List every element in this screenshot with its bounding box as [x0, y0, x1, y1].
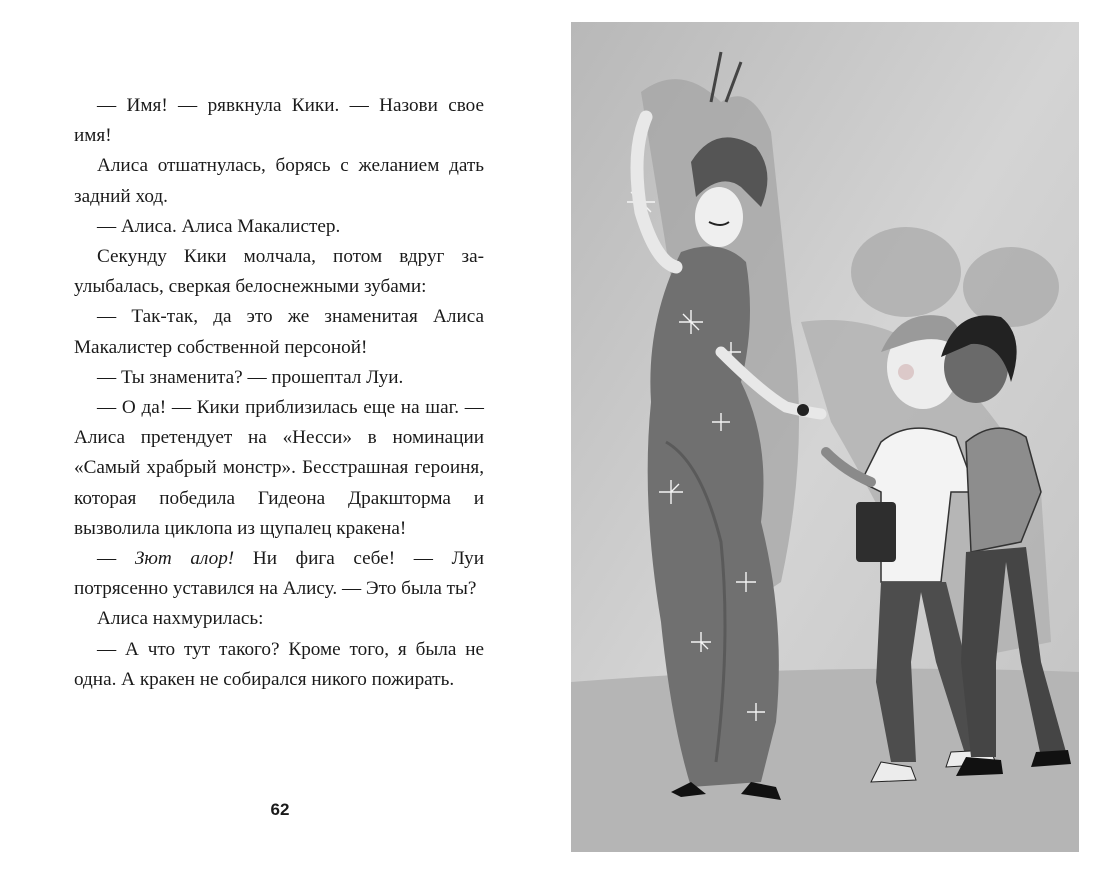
- paragraph: Алиса нахмурилась:: [97, 608, 264, 630]
- paragraph: — Ты знаменита? — прошептал Луи.: [97, 366, 404, 388]
- paragraph-part: —: [97, 548, 135, 570]
- paragraph-part: Ни фига себе! — Луи потрясенно уставился на Алису. — Это была ты?: [74, 548, 484, 600]
- paragraph: — Имя! — рявкнула Кики. — Назови свое имя!: [74, 95, 484, 147]
- paragraph-with-italic: [74, 544, 484, 604]
- paragraph: Секунду Кики молчала, потом вдруг заулыбалась, сверкая белоснежными зубами:: [74, 246, 484, 298]
- boy-shadow-head: [851, 227, 961, 317]
- woman-face: [695, 187, 743, 247]
- paragraph: — О да! — Кики приблизилась еще на шаг. — Алиса претендует на «Несси» в номинации «Самый храбрый монстр». Бесстрашная героиня, которая победила Гидеона Дракшторма и вызволила циклопа из щупалец кракена!: [74, 397, 484, 539]
- paragraph: Алиса отшатнулась, борясь с желанием дать задний ход.: [74, 155, 484, 207]
- floor: [571, 669, 1079, 852]
- ring: [797, 404, 809, 416]
- text-page: [74, 91, 484, 695]
- italic-phrase: Зют алор!: [134, 548, 235, 570]
- paragraph: — Алиса. Алиса Макалистер.: [97, 215, 341, 237]
- page-number: 62: [270, 800, 290, 819]
- boy-cheek: [898, 364, 914, 380]
- illustration-art: [571, 22, 1079, 852]
- girl-shadow-head: [963, 247, 1059, 327]
- paragraph: — А что тут такого? Кроме того, я была не одна. А кракен не собирался никого пожирать.: [74, 638, 484, 690]
- paragraph: — Так-так, да это же знаменитая Алиса Макалистер собственной персоной!: [74, 306, 484, 358]
- illustration: [571, 22, 1079, 852]
- boy-bag: [856, 502, 896, 562]
